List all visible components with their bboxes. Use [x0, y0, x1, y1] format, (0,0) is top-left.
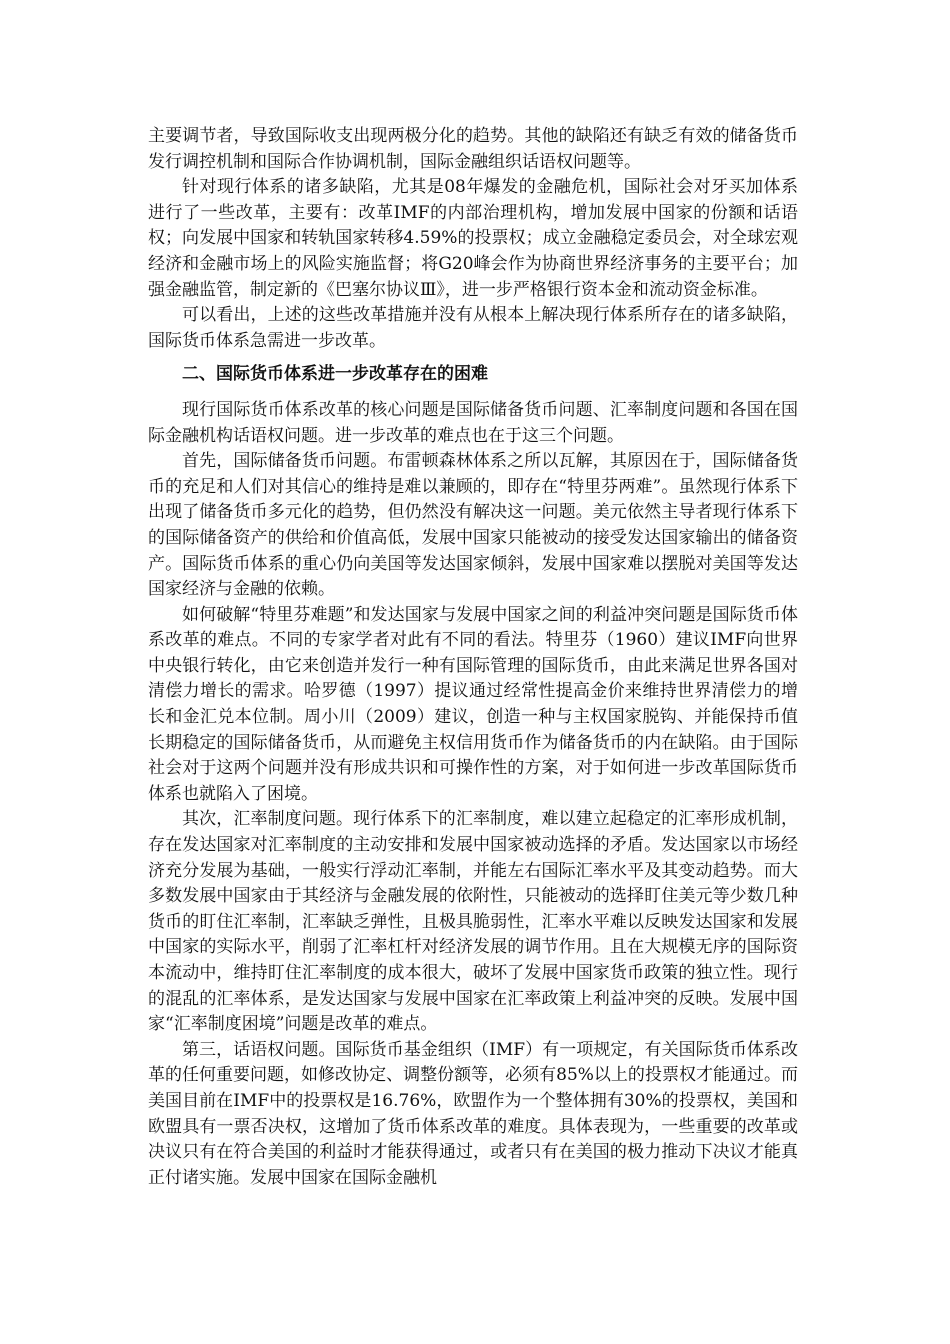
paragraph-exchange-rate: 其次，汇率制度问题。现行体系下的汇率制度，难以建立起稳定的汇率形成机制，存在发达国家对汇率制度的主动安排和发展中国家被动选择的矛盾。发达国家以市场经济充分发展为基础，一般实行浮动汇率制，并能左右国际汇率水平及其变动趋势。而大多数发展中国家由于其经济与金融发展的依附性，只能被动的选择盯住美元等少数几种货币的盯住汇率制，汇率缺乏弹性，且极具脆弱性，汇率水平难以反映发达国家和发展中国家的实际水平，削弱了汇率杠杆对经济发展的调节作用。且在大规模无序的国际资本流动中，维持盯住汇率制度的成本很大，破坏了发展中国家货币政策的独立性。现行的混乱的汇率体系，是发达国家与发展中国家在汇率政策上利益冲突的反映。发展中国家“汇率制度困境”问题是改革的难点。	[148, 809, 798, 1035]
paragraph-triffin-dilemma: 如何破解“特里芬难题”和发达国家与发展中国家之间的利益冲突问题是国际货币体系改革的难点。不同的专家学者对此有不同的看法。特里芬（1960）建议IMF向世界中央银行转化，由它来创造并发行一种有国际管理的国际货币，由此来满足世界各国对清偿力增长的需求。哈罗德（1997）提议通过经常性提高金价来维持世界清偿力的增长和金汇兑本位制。周小川（2009）建议，创造一种与主权国家脱钩、并能保持币值长期稳定的国际储备货币，从而避免主权信用货币作为储备货币的内在缺陷。由于国际社会对于这两个问题并没有形成共识和可操作性的方案，对于如何进一步改革国际货币体系也就陷入了困境。	[148, 604, 798, 804]
paragraph-continuation: 主要调节者，导致国际收支出现两极分化的趋势。其他的缺陷还有缺乏有效的储备货币发行调控机制和国际合作协调机制，国际金融组织话语权问题等。	[148, 126, 798, 172]
paragraph-voting-power: 第三，话语权问题。国际货币基金组织（IMF）有一项规定，有关国际货币体系改革的任何重要问题，如修改协定、调整份额等，必须有85%以上的投票权才能通过。而美国目前在IMF中的投票权是16.76%，欧盟作为一个整体拥有30%的投票权，美国和欧盟具有一票否决权，这增加了货币体系改革的难度。具体表现为，一些重要的改革或决议只有在符合美国的利益时才能获得通过，或者只有在美国的极力推动下决议才能真正付诸实施。发展中国家在国际金融机	[148, 1039, 798, 1188]
paragraph-conclusion: 可以看出，上述的这些改革措施并没有从根本上解决现行体系所存在的诸多缺陷，国际货币体系急需进一步改革。	[148, 305, 798, 351]
paragraph-core-issues: 现行国际货币体系改革的核心问题是国际储备货币问题、汇率制度问题和各国在国际金融机构话语权问题。进一步改革的难点也在于这三个问题。	[148, 399, 798, 446]
document-page	[148, 124, 798, 1191]
paragraph-reserve-currency: 首先，国际储备货币问题。布雷顿森林体系之所以瓦解，其原因在于，国际储备货币的充足和人们对其信心的维持是难以兼顾的，即存在“特里芬两难”。虽然现行体系下出现了储备货币多元化的趋势，但仍然没有解决这一问题。美元依然主导者现行体系下的国际储备资产的供给和价值高低，发展中国家只能被动的接受发达国家输出的储备资产。国际货币体系的重心仍向美国等发达国家倾斜，发展中国家难以摆脱对美国等发达国家经济与金融的依赖。	[148, 451, 798, 600]
section-heading: 二、国际货币体系进一步改革存在的困难	[182, 364, 488, 385]
paragraph-reforms: 针对现行体系的诸多缺陷，尤其是08年爆发的金融危机，国际社会对牙买加体系进行了一些改革，主要有：改革IMF的内部治理机构，增加发展中国家的份额和话语权；向发展中国家和转轨国家转移4.59%的投票权；成立金融稳定委员会，对全球宏观经济和金融市场上的风险实施监督；将G20峰会作为协商世界经济事务的主要平台；加强金融监管，制定新的《巴塞尔协议Ⅲ》，进一步严格银行资本金和流动资金标准。	[148, 177, 798, 300]
